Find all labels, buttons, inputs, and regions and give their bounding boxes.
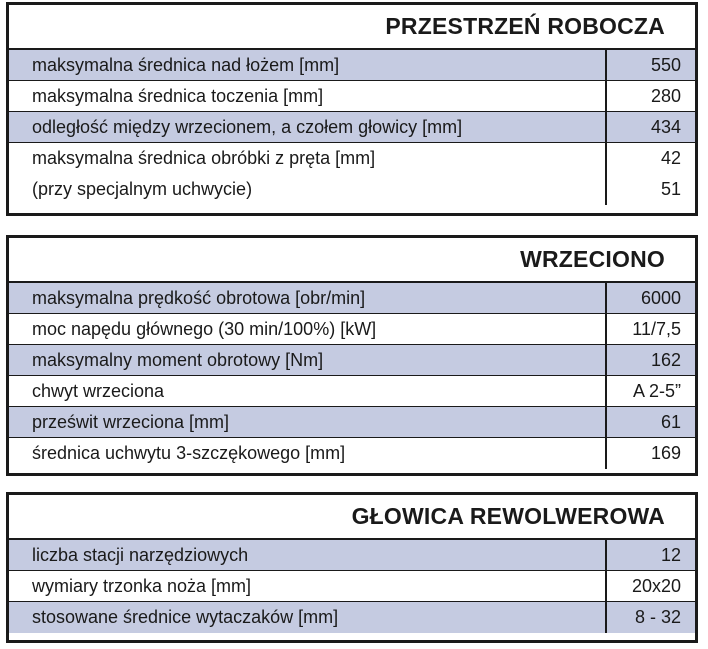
table-row	[9, 143, 695, 174]
row-label: maksymalna średnica nad łożem [mm]	[9, 50, 607, 80]
row-value: 61	[660, 411, 681, 432]
row-label: maksymalna średnica obróbki z pręta [mm]	[9, 143, 607, 174]
row-label: moc napędu głównego (30 min/100%) [kW]	[9, 314, 607, 344]
row-label: odległość między wrzecionem, a czołem głowicy [mm]	[9, 112, 607, 142]
row-value: 12	[660, 544, 681, 565]
table-row	[9, 571, 695, 602]
row-value: 434	[650, 116, 681, 137]
row-value: 162	[650, 349, 681, 370]
table-row	[9, 407, 695, 438]
section-title: PRZESTRZEŃ ROBOCZA	[9, 5, 695, 50]
row-value: 51	[660, 179, 681, 199]
section-turret	[6, 492, 698, 643]
section-title: WRZECIONO	[9, 238, 695, 283]
table-row	[9, 540, 695, 571]
row-value: A 2-5”	[632, 380, 681, 401]
table-row	[9, 50, 695, 81]
row-value: 42	[660, 148, 681, 168]
row-label: maksymalna średnica toczenia [mm]	[9, 81, 607, 111]
row-value: 20x20	[631, 575, 681, 596]
row-value: 8 - 32	[634, 607, 681, 627]
table-row	[9, 345, 695, 376]
row-value: 6000	[640, 287, 681, 308]
row-label: liczba stacji narzędziowych	[9, 540, 607, 570]
table-row	[9, 81, 695, 112]
row-label: prześwit wrzeciona [mm]	[9, 407, 607, 437]
row-label: (przy specjalnym uchwycie)	[9, 174, 607, 205]
section-spindle	[6, 235, 698, 476]
section-working-space	[6, 2, 698, 216]
row-label: wymiary trzonka noża [mm]	[9, 571, 607, 601]
table-row	[9, 314, 695, 345]
row-value: 280	[650, 85, 681, 106]
row-label: maksymalny moment obrotowy [Nm]	[9, 345, 607, 375]
row-value: 550	[650, 54, 681, 75]
row-value: 11/7,5	[632, 318, 681, 339]
row-label: maksymalna prędkość obrotowa [obr/min]	[9, 283, 607, 313]
table-row	[9, 602, 695, 633]
table-row	[9, 376, 695, 407]
row-label: stosowane średnice wytaczaków [mm]	[9, 602, 607, 633]
table-row	[9, 438, 695, 469]
table-row	[9, 283, 695, 314]
table-row	[9, 174, 695, 205]
section-title: GŁOWICA REWOLWEROWA	[9, 495, 695, 540]
row-value: 169	[650, 443, 681, 463]
table-row	[9, 112, 695, 143]
row-label: średnica uchwytu 3-szczękowego [mm]	[9, 438, 607, 469]
row-label: chwyt wrzeciona	[9, 376, 607, 406]
